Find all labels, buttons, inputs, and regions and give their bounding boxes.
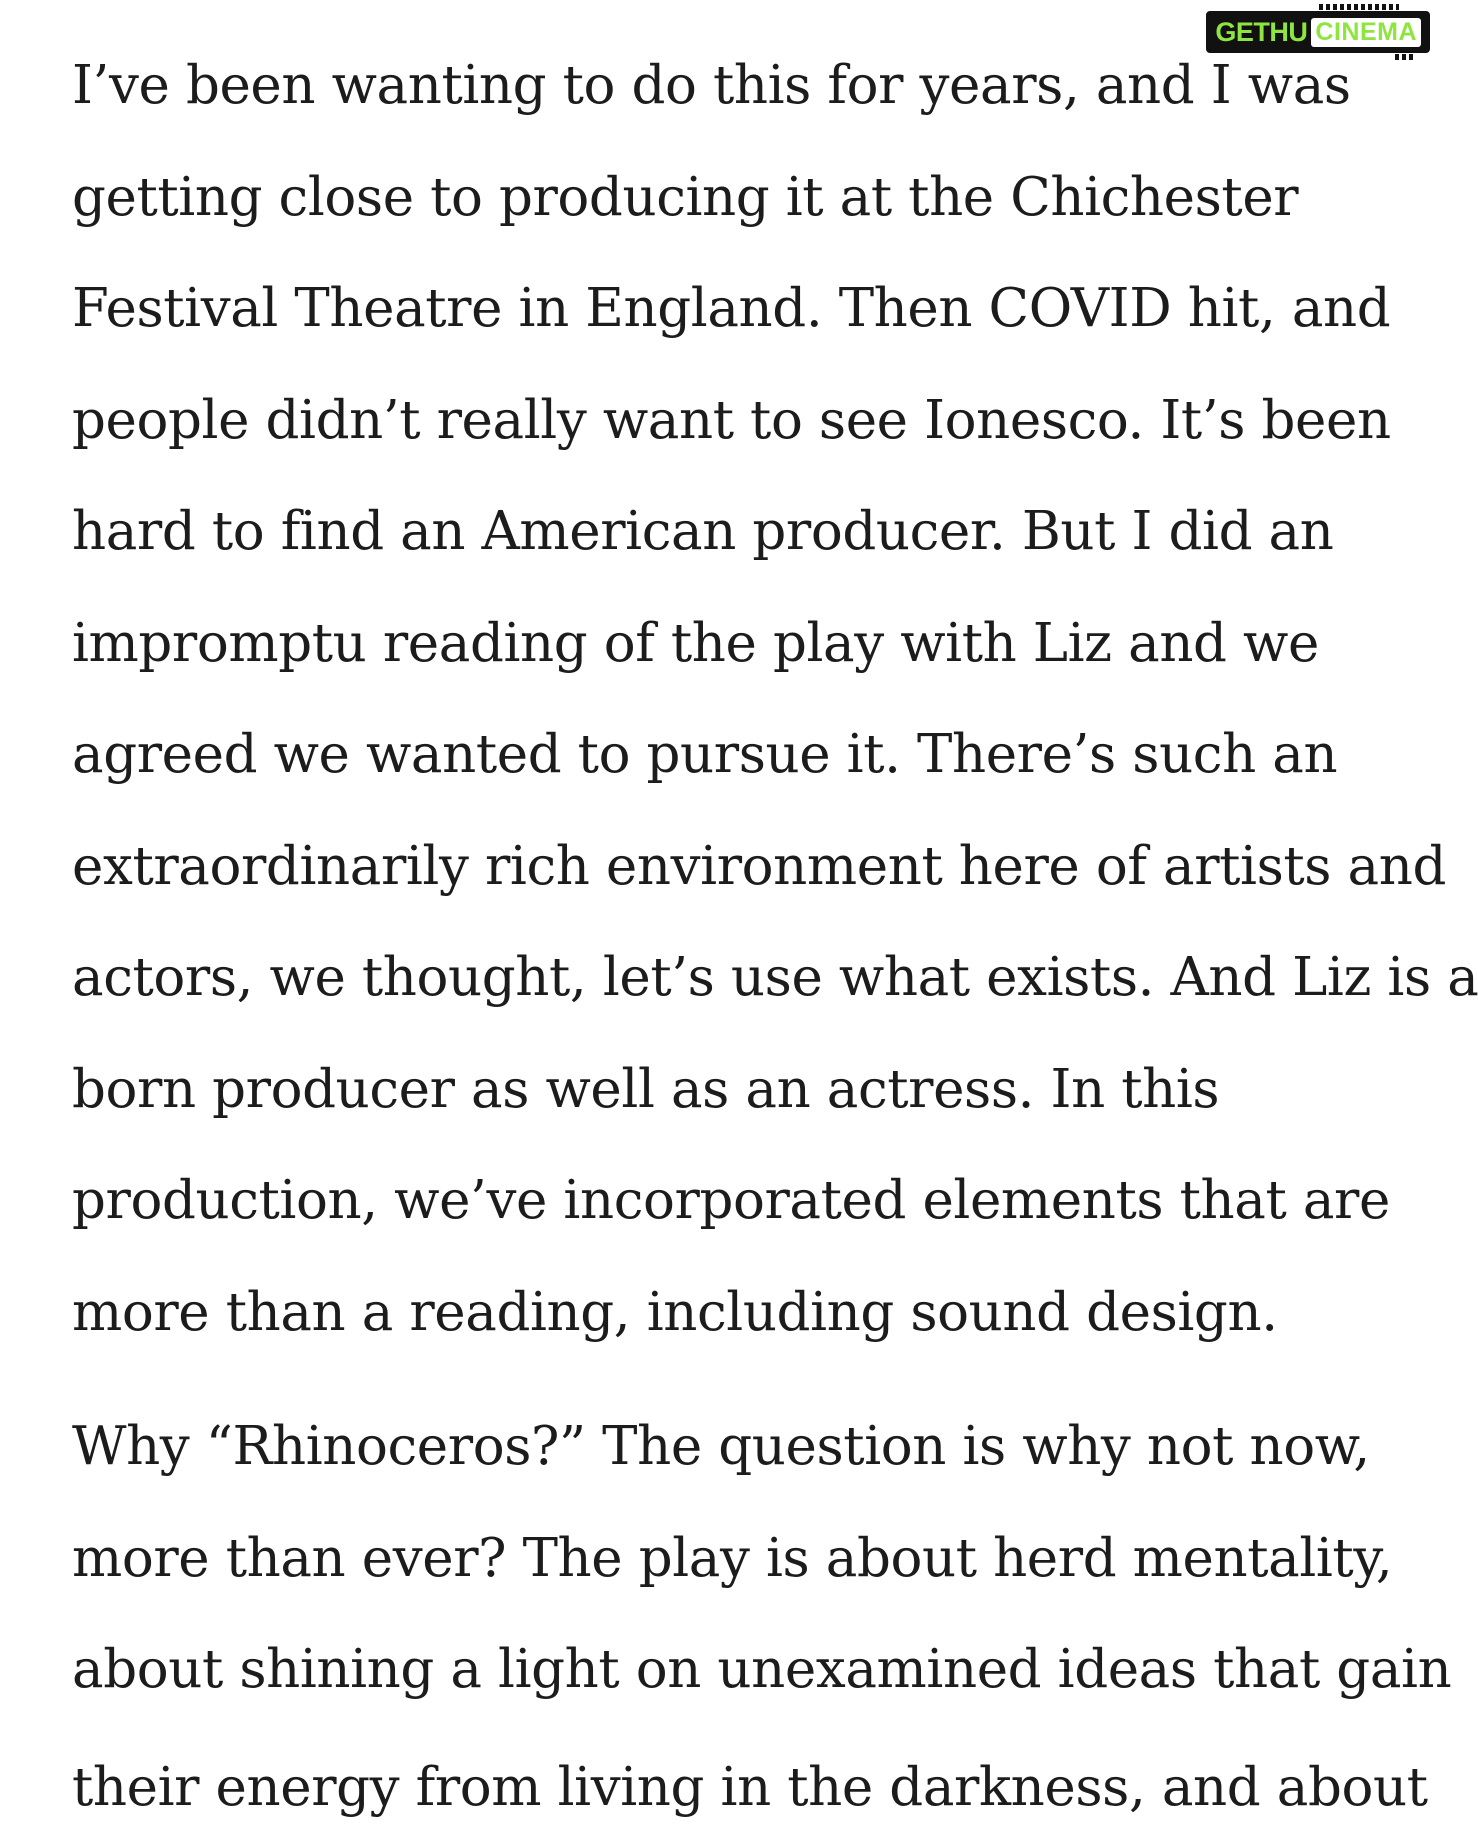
text-line: impromptu reading of the play with Liz and we [72, 612, 1319, 674]
text-line: agreed we wanted to pursue it. There’s such an [72, 724, 1338, 785]
text-line: more than a reading, including sound design. [72, 1281, 1278, 1343]
text-line: born producer as well as an actress. In this [72, 1058, 1220, 1120]
film-strip-icon [1319, 4, 1399, 10]
text-line: people didn’t really want to see Ionesco. It’s been [72, 389, 1391, 451]
watermark-text-part1: GETHU [1215, 16, 1308, 47]
text-line: about shining a light on unexamined ideas that gain [72, 1639, 1452, 1700]
film-strip-icon [1395, 54, 1415, 60]
watermark-text-part2: CINEMA [1311, 18, 1421, 47]
text-line: I’ve been wanting to do this for years, and I was [72, 55, 1351, 116]
text-line: hard to find an American producer. But I did an [72, 501, 1334, 562]
cutoff-line-container [72, 1757, 1428, 1818]
text-line: Festival Theatre in England. Then COVID hit, and [72, 278, 1391, 339]
text-line: getting close to producing it at the Chichester [72, 166, 1299, 228]
paragraph-2 [72, 1391, 1452, 1726]
text-line: more than ever? The play is about herd mentality, [72, 1527, 1393, 1589]
text-line: Why “Rhinoceros?” The question is why not now, [72, 1416, 1370, 1477]
text-line: production, we’ve incorporated elements that are [72, 1170, 1390, 1231]
text-line-cutoff: their energy from living in the darkness, and about [72, 1757, 1428, 1818]
text-line: extraordinarily rich environment here of artists and [72, 835, 1446, 897]
text-line: actors, we thought, let’s use what exists. And Liz is a [72, 947, 1478, 1008]
